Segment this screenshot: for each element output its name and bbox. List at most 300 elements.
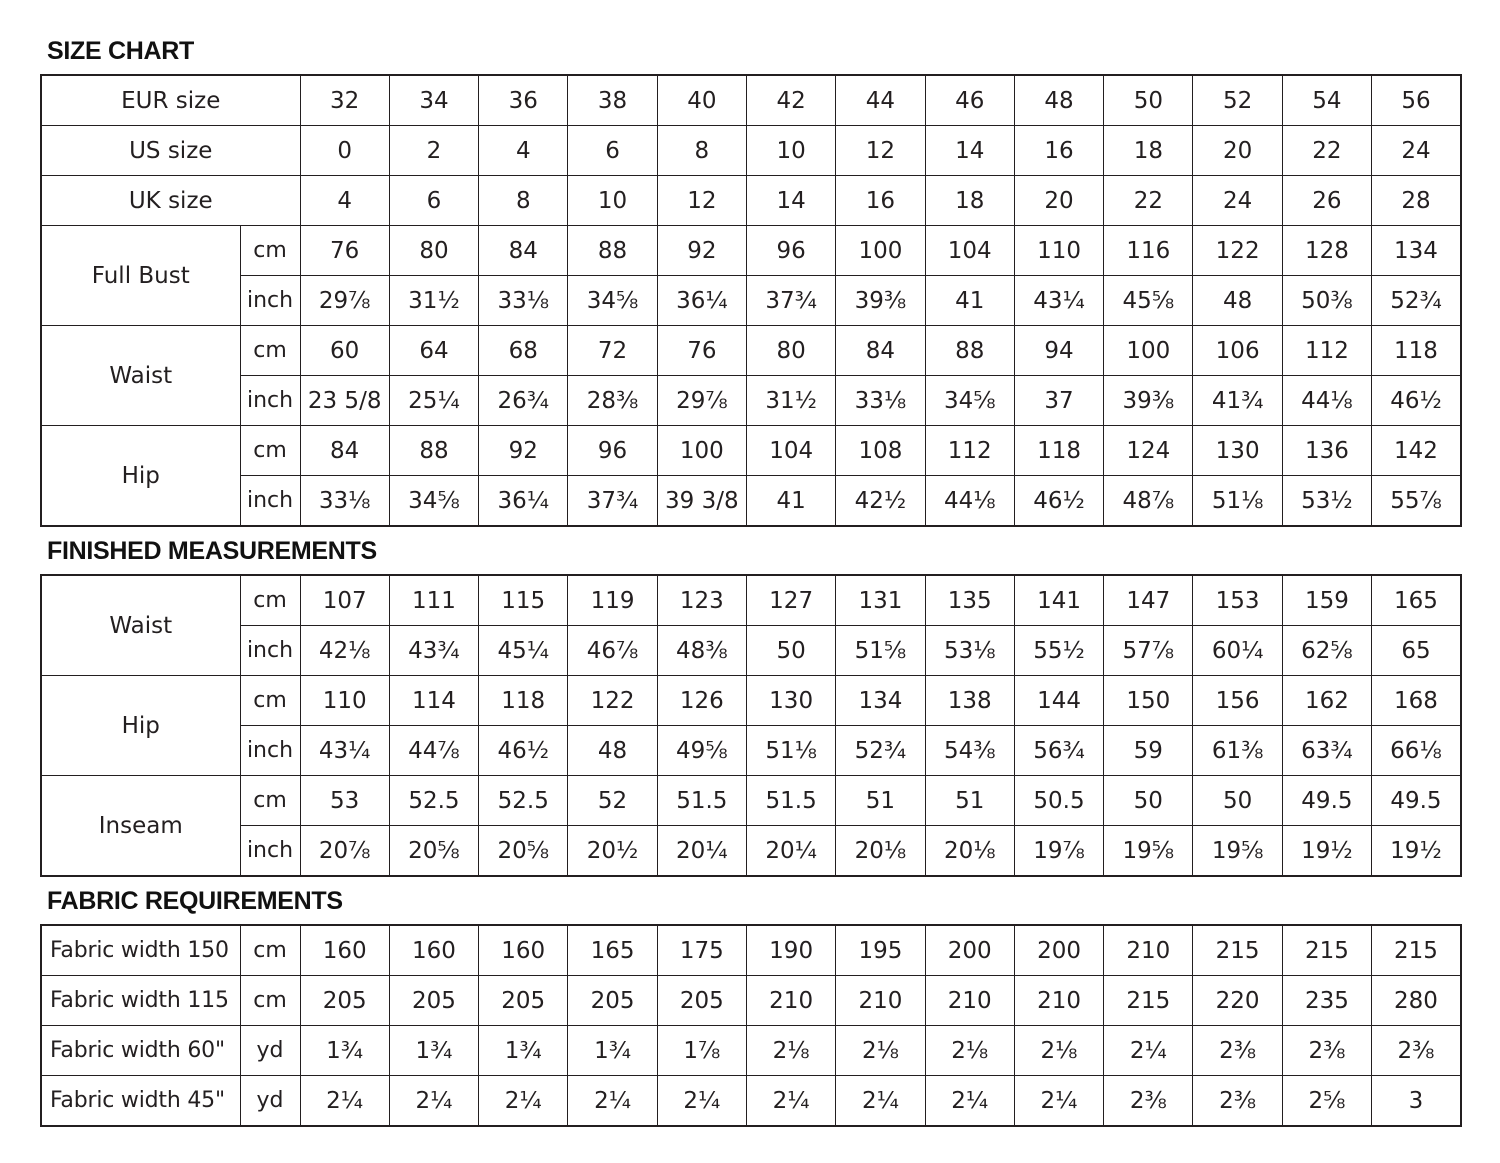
table-row <box>41 925 1461 976</box>
value-cell: 210 <box>746 976 835 1026</box>
fabric-requirements-table <box>40 924 1462 1127</box>
value-cell: 138 <box>925 676 1014 726</box>
value-cell: 20⅛ <box>836 826 925 877</box>
value-cell: 37¾ <box>568 476 657 527</box>
value-cell: 122 <box>568 676 657 726</box>
size-cell: 6 <box>389 176 478 226</box>
size-cell: 36 <box>479 75 568 126</box>
value-cell: 150 <box>1104 676 1193 726</box>
value-cell: 107 <box>300 575 389 626</box>
size-chart-title: SIZE CHART <box>47 37 195 65</box>
finished-measurements-table <box>40 574 1462 877</box>
unit-cell: inch <box>240 626 300 676</box>
size-cell: 4 <box>300 176 389 226</box>
value-cell: 135 <box>925 575 1014 626</box>
size-cell: 24 <box>1193 176 1282 226</box>
size-cell: 8 <box>479 176 568 226</box>
size-cell: 26 <box>1282 176 1371 226</box>
value-cell: 128 <box>1282 226 1371 276</box>
value-cell: 1¾ <box>300 1026 389 1076</box>
value-cell: 130 <box>746 676 835 726</box>
size-chart-table <box>40 74 1462 527</box>
unit-cell: yd <box>240 1026 300 1076</box>
value-cell: 104 <box>747 426 836 476</box>
size-cell: 6 <box>568 126 657 176</box>
size-system-label: US size <box>41 126 300 176</box>
value-cell: 36¼ <box>479 476 568 527</box>
value-cell: 26¾ <box>479 376 568 426</box>
value-cell: 2¼ <box>568 1076 657 1127</box>
size-cell: 18 <box>925 176 1014 226</box>
table-row <box>41 1026 1461 1076</box>
value-cell: 33⅛ <box>300 476 389 527</box>
value-cell: 34⅝ <box>568 276 657 326</box>
value-cell: 41 <box>747 476 836 527</box>
size-cell: 54 <box>1282 75 1371 126</box>
value-cell: 100 <box>657 426 746 476</box>
size-cell: 20 <box>1193 126 1282 176</box>
value-cell: 168 <box>1372 676 1461 726</box>
unit-cell: cm <box>240 976 300 1026</box>
value-cell: 52¾ <box>836 726 925 776</box>
value-cell: 1¾ <box>568 1026 657 1076</box>
value-cell: 165 <box>1372 575 1461 626</box>
value-cell: 28⅜ <box>568 376 657 426</box>
table-row <box>41 75 1461 126</box>
size-cell: 34 <box>389 75 478 126</box>
value-cell: 114 <box>389 676 478 726</box>
value-cell: 51⅛ <box>746 726 835 776</box>
value-cell: 63¾ <box>1282 726 1371 776</box>
value-cell: 131 <box>836 575 925 626</box>
table-row <box>41 326 1461 376</box>
value-cell: 53 <box>300 776 389 826</box>
value-cell: 57⅞ <box>1104 626 1193 676</box>
value-cell: 19½ <box>1282 826 1371 877</box>
size-cell: 28 <box>1372 176 1461 226</box>
value-cell: 48 <box>568 726 657 776</box>
value-cell: 62⅝ <box>1282 626 1371 676</box>
value-cell: 37¾ <box>747 276 836 326</box>
table-row <box>41 126 1461 176</box>
value-cell: 2⅛ <box>746 1026 835 1076</box>
value-cell: 96 <box>568 426 657 476</box>
value-cell: 2¼ <box>479 1076 568 1127</box>
value-cell: 64 <box>389 326 478 376</box>
value-cell: 66⅛ <box>1372 726 1461 776</box>
value-cell: 60 <box>300 326 389 376</box>
measurement-label: Full Bust <box>41 226 240 326</box>
value-cell: 136 <box>1282 426 1371 476</box>
value-cell: 65 <box>1372 626 1461 676</box>
value-cell: 220 <box>1193 976 1282 1026</box>
value-cell: 2¼ <box>925 1076 1014 1127</box>
value-cell: 19½ <box>1372 826 1461 877</box>
size-cell: 16 <box>836 176 925 226</box>
value-cell: 51.5 <box>746 776 835 826</box>
fabric-width-label: Fabric width 45" <box>41 1076 240 1127</box>
value-cell: 2⅜ <box>1193 1026 1282 1076</box>
unit-cell: inch <box>240 376 300 426</box>
value-cell: 205 <box>568 976 657 1026</box>
value-cell: 134 <box>836 676 925 726</box>
measurement-label: Inseam <box>41 776 240 877</box>
value-cell: 20¼ <box>657 826 746 877</box>
value-cell: 46½ <box>479 726 568 776</box>
value-cell: 42⅛ <box>300 626 389 676</box>
value-cell: 29⅞ <box>657 376 746 426</box>
size-cell: 32 <box>300 75 389 126</box>
value-cell: 160 <box>300 925 389 976</box>
size-cell: 12 <box>657 176 746 226</box>
size-cell: 38 <box>568 75 657 126</box>
value-cell: 141 <box>1014 575 1103 626</box>
value-cell: 42½ <box>836 476 925 527</box>
value-cell: 31½ <box>389 276 478 326</box>
size-cell: 24 <box>1372 126 1461 176</box>
value-cell: 43¼ <box>1014 276 1103 326</box>
table-row <box>41 575 1461 626</box>
value-cell: 2⅝ <box>1282 1076 1371 1127</box>
value-cell: 106 <box>1193 326 1282 376</box>
value-cell: 215 <box>1282 925 1371 976</box>
value-cell: 50 <box>1193 776 1282 826</box>
size-system-label: EUR size <box>41 75 300 126</box>
value-cell: 80 <box>747 326 836 376</box>
measurement-label: Hip <box>41 676 240 776</box>
value-cell: 20⅛ <box>925 826 1014 877</box>
value-cell: 94 <box>1014 326 1103 376</box>
value-cell: 195 <box>836 925 925 976</box>
measurement-label: Waist <box>41 326 240 426</box>
value-cell: 115 <box>479 575 568 626</box>
value-cell: 51 <box>925 776 1014 826</box>
value-cell: 48 <box>1193 276 1282 326</box>
table-row <box>41 476 1461 527</box>
value-cell: 1⅞ <box>657 1026 746 1076</box>
value-cell: 2⅛ <box>836 1026 925 1076</box>
value-cell: 44⅞ <box>389 726 478 776</box>
fabric-requirements-title: FABRIC REQUIREMENTS <box>47 887 343 915</box>
value-cell: 92 <box>479 426 568 476</box>
unit-cell: cm <box>240 676 300 726</box>
value-cell: 55⅞ <box>1372 476 1461 527</box>
value-cell: 2⅜ <box>1104 1076 1193 1127</box>
value-cell: 147 <box>1104 575 1193 626</box>
size-cell: 12 <box>836 126 925 176</box>
value-cell: 100 <box>1104 326 1193 376</box>
value-cell: 165 <box>568 925 657 976</box>
value-cell: 110 <box>1014 226 1103 276</box>
measurement-label: Waist <box>41 575 240 676</box>
value-cell: 92 <box>657 226 746 276</box>
finished-measurements-title: FINISHED MEASUREMENTS <box>47 537 377 565</box>
size-cell: 14 <box>747 176 836 226</box>
value-cell: 39 3/8 <box>657 476 746 527</box>
value-cell: 112 <box>925 426 1014 476</box>
unit-cell: cm <box>240 326 300 376</box>
value-cell: 49.5 <box>1372 776 1461 826</box>
value-cell: 61⅜ <box>1193 726 1282 776</box>
value-cell: 52.5 <box>389 776 478 826</box>
value-cell: 37 <box>1014 376 1103 426</box>
value-cell: 210 <box>925 976 1014 1026</box>
value-cell: 2⅛ <box>1014 1026 1103 1076</box>
unit-cell: cm <box>240 925 300 976</box>
value-cell: 88 <box>925 326 1014 376</box>
value-cell: 210 <box>836 976 925 1026</box>
unit-cell: cm <box>240 776 300 826</box>
size-cell: 4 <box>479 126 568 176</box>
value-cell: 210 <box>1104 925 1193 976</box>
size-cell: 46 <box>925 75 1014 126</box>
value-cell: 2¼ <box>836 1076 925 1127</box>
value-cell: 200 <box>925 925 1014 976</box>
value-cell: 20⅝ <box>479 826 568 877</box>
value-cell: 88 <box>568 226 657 276</box>
value-cell: 23 5/8 <box>300 376 389 426</box>
value-cell: 108 <box>836 426 925 476</box>
value-cell: 84 <box>479 226 568 276</box>
value-cell: 162 <box>1282 676 1371 726</box>
fabric-width-label: Fabric width 115 <box>41 976 240 1026</box>
value-cell: 44⅛ <box>925 476 1014 527</box>
value-cell: 76 <box>657 326 746 376</box>
value-cell: 118 <box>1014 426 1103 476</box>
unit-cell: inch <box>240 476 300 527</box>
size-cell: 18 <box>1104 126 1193 176</box>
value-cell: 45¼ <box>479 626 568 676</box>
value-cell: 123 <box>657 575 746 626</box>
value-cell: 45⅝ <box>1104 276 1193 326</box>
unit-cell: yd <box>240 1076 300 1127</box>
value-cell: 29⅞ <box>300 276 389 326</box>
value-cell: 19⅞ <box>1014 826 1103 877</box>
value-cell: 52.5 <box>479 776 568 826</box>
value-cell: 50⅜ <box>1282 276 1371 326</box>
value-cell: 33⅛ <box>836 376 925 426</box>
size-cell: 14 <box>925 126 1014 176</box>
table-row <box>41 226 1461 276</box>
value-cell: 3 <box>1372 1076 1461 1127</box>
value-cell: 43¾ <box>389 626 478 676</box>
value-cell: 55½ <box>1014 626 1103 676</box>
value-cell: 205 <box>300 976 389 1026</box>
value-cell: 280 <box>1372 976 1461 1026</box>
fabric-width-label: Fabric width 150 <box>41 925 240 976</box>
value-cell: 54⅜ <box>925 726 1014 776</box>
value-cell: 20¼ <box>746 826 835 877</box>
value-cell: 41 <box>925 276 1014 326</box>
value-cell: 104 <box>925 226 1014 276</box>
value-cell: 2¼ <box>657 1076 746 1127</box>
value-cell: 52 <box>568 776 657 826</box>
table-row <box>41 826 1461 877</box>
value-cell: 118 <box>479 676 568 726</box>
fabric-width-label: Fabric width 60" <box>41 1026 240 1076</box>
value-cell: 43¼ <box>300 726 389 776</box>
value-cell: 46½ <box>1014 476 1103 527</box>
value-cell: 46½ <box>1372 376 1461 426</box>
value-cell: 53⅛ <box>925 626 1014 676</box>
value-cell: 34⅝ <box>389 476 478 527</box>
size-cell: 48 <box>1014 75 1103 126</box>
value-cell: 205 <box>389 976 478 1026</box>
value-cell: 142 <box>1372 426 1461 476</box>
value-cell: 76 <box>300 226 389 276</box>
table-row <box>41 426 1461 476</box>
value-cell: 200 <box>1014 925 1103 976</box>
value-cell: 2¼ <box>389 1076 478 1127</box>
value-cell: 51⅝ <box>836 626 925 676</box>
value-cell: 153 <box>1193 575 1282 626</box>
measurement-label: Hip <box>41 426 240 527</box>
value-cell: 80 <box>389 226 478 276</box>
size-cell: 22 <box>1104 176 1193 226</box>
value-cell: 126 <box>657 676 746 726</box>
unit-cell: inch <box>240 276 300 326</box>
value-cell: 110 <box>300 676 389 726</box>
value-cell: 20⅝ <box>389 826 478 877</box>
table-row <box>41 276 1461 326</box>
value-cell: 50 <box>746 626 835 676</box>
value-cell: 127 <box>746 575 835 626</box>
value-cell: 36¼ <box>657 276 746 326</box>
size-cell: 16 <box>1014 126 1103 176</box>
value-cell: 112 <box>1282 326 1371 376</box>
value-cell: 2¼ <box>746 1076 835 1127</box>
value-cell: 2¼ <box>1104 1026 1193 1076</box>
value-cell: 20½ <box>568 826 657 877</box>
value-cell: 68 <box>479 326 568 376</box>
size-cell: 52 <box>1193 75 1282 126</box>
value-cell: 84 <box>300 426 389 476</box>
value-cell: 88 <box>389 426 478 476</box>
value-cell: 235 <box>1282 976 1371 1026</box>
size-cell: 44 <box>836 75 925 126</box>
value-cell: 46⅞ <box>568 626 657 676</box>
value-cell: 96 <box>747 226 836 276</box>
value-cell: 215 <box>1104 976 1193 1026</box>
value-cell: 215 <box>1372 925 1461 976</box>
table-row <box>41 626 1461 676</box>
table-row <box>41 1076 1461 1127</box>
value-cell: 19⅝ <box>1104 826 1193 877</box>
value-cell: 51 <box>836 776 925 826</box>
value-cell: 160 <box>389 925 478 976</box>
table-row <box>41 776 1461 826</box>
value-cell: 116 <box>1104 226 1193 276</box>
value-cell: 52¾ <box>1372 276 1461 326</box>
size-cell: 8 <box>657 126 746 176</box>
size-cell: 10 <box>747 126 836 176</box>
size-cell: 20 <box>1014 176 1103 226</box>
value-cell: 48⅞ <box>1104 476 1193 527</box>
value-cell: 130 <box>1193 426 1282 476</box>
value-cell: 156 <box>1193 676 1282 726</box>
value-cell: 159 <box>1282 575 1371 626</box>
size-cell: 10 <box>568 176 657 226</box>
value-cell: 56¾ <box>1014 726 1103 776</box>
value-cell: 205 <box>657 976 746 1026</box>
value-cell: 1¾ <box>389 1026 478 1076</box>
value-cell: 50 <box>1104 776 1193 826</box>
value-cell: 2⅜ <box>1193 1076 1282 1127</box>
table-row <box>41 726 1461 776</box>
value-cell: 215 <box>1193 925 1282 976</box>
value-cell: 134 <box>1372 226 1461 276</box>
value-cell: 118 <box>1372 326 1461 376</box>
size-cell: 0 <box>300 126 389 176</box>
value-cell: 84 <box>836 326 925 376</box>
unit-cell: cm <box>240 226 300 276</box>
value-cell: 122 <box>1193 226 1282 276</box>
size-cell: 56 <box>1372 75 1461 126</box>
value-cell: 210 <box>1014 976 1103 1026</box>
value-cell: 190 <box>746 925 835 976</box>
value-cell: 25¼ <box>389 376 478 426</box>
value-cell: 144 <box>1014 676 1103 726</box>
value-cell: 175 <box>657 925 746 976</box>
value-cell: 2⅛ <box>925 1026 1014 1076</box>
value-cell: 51.5 <box>657 776 746 826</box>
value-cell: 19⅝ <box>1193 826 1282 877</box>
value-cell: 60¼ <box>1193 626 1282 676</box>
value-cell: 53½ <box>1282 476 1371 527</box>
value-cell: 59 <box>1104 726 1193 776</box>
value-cell: 41¾ <box>1193 376 1282 426</box>
value-cell: 1¾ <box>479 1026 568 1076</box>
value-cell: 44⅛ <box>1282 376 1371 426</box>
value-cell: 33⅛ <box>479 276 568 326</box>
size-cell: 50 <box>1104 75 1193 126</box>
value-cell: 50.5 <box>1014 776 1103 826</box>
unit-cell: cm <box>240 426 300 476</box>
value-cell: 48⅜ <box>657 626 746 676</box>
size-cell: 2 <box>389 126 478 176</box>
value-cell: 39⅜ <box>1104 376 1193 426</box>
value-cell: 2⅜ <box>1282 1026 1371 1076</box>
unit-cell: cm <box>240 575 300 626</box>
size-cell: 22 <box>1282 126 1371 176</box>
value-cell: 39⅜ <box>836 276 925 326</box>
value-cell: 31½ <box>747 376 836 426</box>
value-cell: 160 <box>479 925 568 976</box>
value-cell: 51⅛ <box>1193 476 1282 527</box>
value-cell: 2⅜ <box>1372 1026 1461 1076</box>
size-cell: 40 <box>657 75 746 126</box>
value-cell: 119 <box>568 575 657 626</box>
table-row <box>41 976 1461 1026</box>
table-row <box>41 376 1461 426</box>
size-cell: 42 <box>747 75 836 126</box>
value-cell: 49.5 <box>1282 776 1371 826</box>
value-cell: 2¼ <box>300 1076 389 1127</box>
unit-cell: inch <box>240 826 300 877</box>
table-row <box>41 176 1461 226</box>
value-cell: 20⅞ <box>300 826 389 877</box>
value-cell: 72 <box>568 326 657 376</box>
value-cell: 111 <box>389 575 478 626</box>
value-cell: 100 <box>836 226 925 276</box>
size-system-label: UK size <box>41 176 300 226</box>
unit-cell: inch <box>240 726 300 776</box>
value-cell: 34⅝ <box>925 376 1014 426</box>
value-cell: 2¼ <box>1014 1076 1103 1127</box>
value-cell: 124 <box>1104 426 1193 476</box>
table-row <box>41 676 1461 726</box>
value-cell: 49⅝ <box>657 726 746 776</box>
